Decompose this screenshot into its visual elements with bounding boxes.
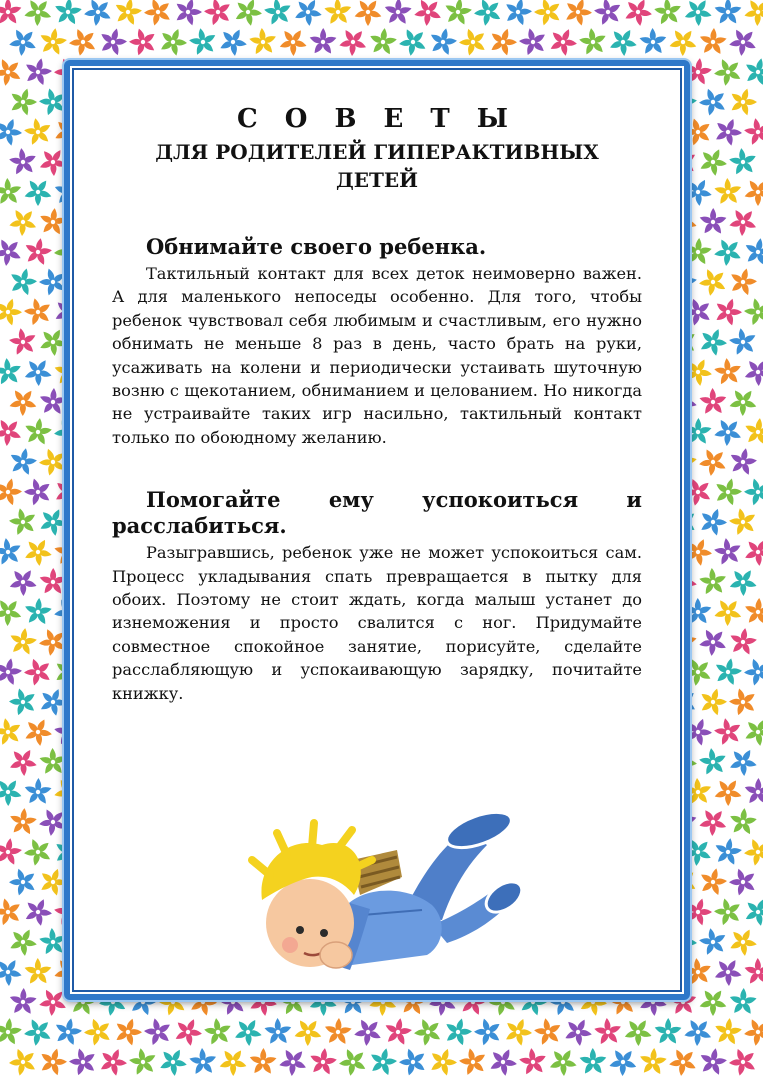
flower-icon [64,22,103,61]
flower-icon [383,0,413,26]
flower-icon [638,1047,669,1076]
flower-icon [695,504,731,539]
document-title: С О В Е Т Ы [237,104,517,134]
section-hugs [112,234,642,449]
flower-icon [5,84,40,119]
flower-icon [0,294,26,329]
flower-icon [8,987,38,1016]
flower-icon [394,1042,433,1080]
flower-icon [727,807,758,837]
flower-icon [36,1044,71,1078]
flower-icon [52,0,83,27]
flower-icon [64,1042,102,1080]
document-subtitle: ДЛЯ РОДИТЕЛЕЙ ГИПЕРАКТИВНЫХ ДЕТЕЙ [155,140,599,192]
flower-icon [229,1013,267,1051]
flower-icon [709,592,748,631]
flower-icon [19,293,57,332]
flower-icon [0,353,27,390]
flower-icon [19,353,58,391]
flower-icon [349,0,388,31]
flower-icon [23,778,52,806]
flower-icon [742,416,763,447]
flower-icon [0,892,27,931]
flower-icon [741,954,763,990]
flower-icon [260,0,297,31]
flower-icon [274,1042,313,1080]
flower-icon [743,597,763,626]
flower-icon [710,353,746,390]
flower-icon [19,832,58,871]
flower-icon [289,0,327,30]
section-text: Тактильный контакт для всех деток неимоверно важен. А для маленького непоседы особенно. Для того, чтобы ребенок чувствовал себя любимым и счастливым, его нужно обнимать не меньше 8 раз в день, часто брать на руки, усаживать на колени и периодически устаивать шуточную возню с щекотанием, обниманием и целованием. Но никогда не устраивайте таких игр насильно, тактильный контакт только по обоюдному желанию. [112,264,642,447]
flower-icon [4,22,43,61]
flower-icon [695,743,732,780]
flower-icon [724,382,763,421]
flower-icon [454,1043,492,1080]
flower-icon [0,533,27,571]
flower-icon [559,1013,597,1050]
flower-icon [619,1012,658,1050]
flower-icon [545,23,582,60]
flower-icon [0,713,27,751]
flower-icon [469,0,508,31]
flower-icon [604,1042,643,1080]
flower-icon [95,1044,132,1080]
flower-icon [726,445,759,477]
flower-icon [724,1042,763,1080]
flower-icon [0,953,27,991]
flower-icon [20,113,58,151]
flower-icon [37,26,70,58]
flower-icon [679,1012,718,1051]
flower-icon [709,892,747,931]
flower-icon [576,1044,611,1080]
flower-icon [604,23,642,61]
flower-icon [139,1013,177,1052]
flower-icon [575,23,612,60]
flower-icon [590,0,628,31]
flower-icon [725,323,762,361]
flower-icon [724,22,763,61]
flower-icon [469,1012,508,1051]
flower-icon [124,22,163,61]
flower-icon [454,22,493,61]
flower-icon [51,1015,85,1048]
flower-icon [636,24,671,60]
flower-icon [739,0,763,31]
flower-icon [709,412,748,451]
flower-icon [711,174,746,210]
flower-icon [248,1048,277,1076]
flower-icon [110,1014,146,1049]
flower-icon [654,1018,683,1046]
flower-icon [694,262,733,301]
flower-icon [19,0,58,31]
flower-icon [696,384,731,420]
flower-icon [186,1044,222,1080]
flower-icon [0,475,26,509]
flower-icon [743,778,763,806]
flower-icon [679,0,718,31]
flower-icon [170,0,205,29]
flower-icon [724,202,763,241]
flower-icon [323,1017,353,1046]
flower-icon [19,472,58,511]
flower-icon [155,24,192,60]
flower-icon [199,0,237,31]
flower-icon [382,1016,415,1048]
flower-icon [19,533,57,571]
flower-icon [0,412,28,451]
flower-icon [334,22,373,61]
flower-icon [696,865,730,898]
flower-icon [4,1042,43,1080]
section-heading: Помогайте ему успокоиться и расслабиться. [112,487,642,539]
flower-icon [709,953,748,991]
flower-icon [724,562,763,600]
flower-icon [724,862,763,901]
flower-icon [0,114,26,150]
flower-icon [529,0,568,31]
flower-icon [6,265,41,299]
flower-icon [125,1043,162,1080]
flower-icon [21,55,55,88]
flower-icon [664,22,703,61]
flower-icon [724,743,762,781]
flower-icon [20,893,57,929]
flower-icon [544,1043,583,1080]
flower-icon [4,503,42,541]
flower-icon [710,533,747,571]
flower-icon [710,114,747,150]
flower-icon [5,143,42,180]
flower-icon [530,1013,568,1051]
flower-icon [501,0,536,28]
flower-icon [0,592,28,631]
flower-icon [724,682,762,721]
flower-icon [739,713,763,750]
flower-icon [7,807,38,837]
flower-icon [698,27,728,56]
flower-icon [710,294,746,329]
flower-icon [711,655,745,688]
flower-icon [697,1046,730,1078]
flower-icon [4,202,43,241]
flower-icon [742,236,763,268]
flower-icon [695,923,733,961]
flower-icon [739,533,763,571]
flower-icon [740,113,763,151]
flower-icon [484,1043,521,1080]
flower-icon [726,265,761,299]
flower-icon [394,22,433,61]
flower-icon [739,1012,763,1051]
flower-icon [0,1016,24,1046]
flower-icon [425,1044,461,1079]
flower-icon [230,0,267,30]
flower-icon [111,0,144,28]
flower-icon [409,0,448,31]
flower-icon [426,25,460,58]
flower-icon [695,563,731,600]
flower-icon [4,743,42,781]
flower-icon [0,772,28,811]
flower-icon [725,143,762,180]
flower-icon [714,0,742,25]
flower-icon [409,1012,448,1051]
flower-icon [739,172,763,211]
flower-icon [739,293,763,332]
flower-icon [349,1012,388,1051]
flower-icon [7,626,39,657]
flower-icon [650,0,686,30]
flower-icon [79,0,118,31]
flower-icon [739,472,763,511]
flower-icon [515,1043,552,1080]
flower-icon [709,52,748,91]
flower-icon [22,416,54,447]
flower-icon [724,923,762,960]
flower-icon [694,982,733,1021]
flower-icon [694,143,731,180]
flower-icon [289,1012,328,1051]
lying-boy-illustration [232,805,524,985]
flower-icon [0,0,22,25]
flower-icon [214,1042,253,1080]
flower-icon [0,836,24,868]
flower-icon [664,1042,703,1080]
flower-icon [23,597,54,626]
flower-icon [19,652,58,691]
flower-icon [366,1045,400,1078]
flower-icon [739,652,763,691]
flower-icon [514,23,552,62]
flower-icon [22,236,55,268]
flower-icon [0,174,26,210]
flower-icon [96,25,131,59]
flower-icon [727,626,759,657]
flower-icon [19,1012,58,1051]
flower-icon [740,893,763,929]
flower-icon [694,82,733,121]
flower-icon [0,52,28,91]
flower-icon [694,802,733,841]
flower-icon [245,23,281,60]
flower-icon [0,232,28,271]
flower-icon [6,445,39,477]
flower-icon [154,1043,192,1080]
flower-icon [321,0,356,30]
flower-icon [334,1042,373,1080]
flower-icon [694,622,733,661]
flower-icon [590,1013,626,1050]
flower-icon [0,655,25,688]
section-calm [112,487,642,705]
flower-icon [500,1014,537,1050]
flower-icon [560,0,596,29]
flower-icon [367,26,399,56]
flower-icon [441,1015,476,1049]
flower-icon [200,1013,237,1050]
flower-icon [694,442,733,481]
flower-icon [442,0,474,27]
flower-icon [712,1016,744,1046]
flower-icon [309,28,338,56]
section-text: Разыгравшись, ребенок уже не может успокоиться сам. Процесс укладывания спать превращается в пытку для обоих. Поэтому не стоит ждать, когда малыш устанет до изнеможения и просто свалится с ног. Придумайте совместное спокойное занятие, порисуйте, сделайте расслабляющую и успокаивающую зарядку, почитайте книжку. [112,543,642,703]
flower-icon [170,1013,207,1050]
flower-icon [21,954,56,990]
flower-icon [619,0,657,30]
flower-icon [4,682,42,721]
flower-icon [214,23,252,60]
flower-icon [741,55,763,88]
flower-icon [709,772,748,811]
flower-icon [695,324,732,360]
flower-icon [739,832,763,871]
flower-icon [261,1014,296,1050]
flower-icon [274,22,313,60]
flower-icon [711,475,746,509]
advice-document [112,96,642,705]
section-heading: Обнимайте своего ребенка. [146,234,487,259]
flower-icon [4,562,43,600]
flower-icon [185,23,223,61]
flower-icon [19,172,58,211]
flower-icon [725,84,760,119]
flower-icon [739,353,763,391]
flower-icon [712,836,745,868]
flower-icon [728,987,758,1016]
flower-icon [710,713,748,751]
flower-icon [4,382,43,421]
flower-icon [4,923,42,960]
flower-icon [79,1012,118,1051]
flower-icon [696,684,731,718]
flower-icon [699,208,728,236]
flower-icon [724,503,762,541]
flower-icon [4,862,43,901]
flower-icon [19,713,57,750]
flower-icon [485,24,521,59]
flower-icon [5,323,42,361]
flower-icon [709,232,748,271]
flower-icon [307,1046,339,1077]
flower-icon [139,0,178,31]
